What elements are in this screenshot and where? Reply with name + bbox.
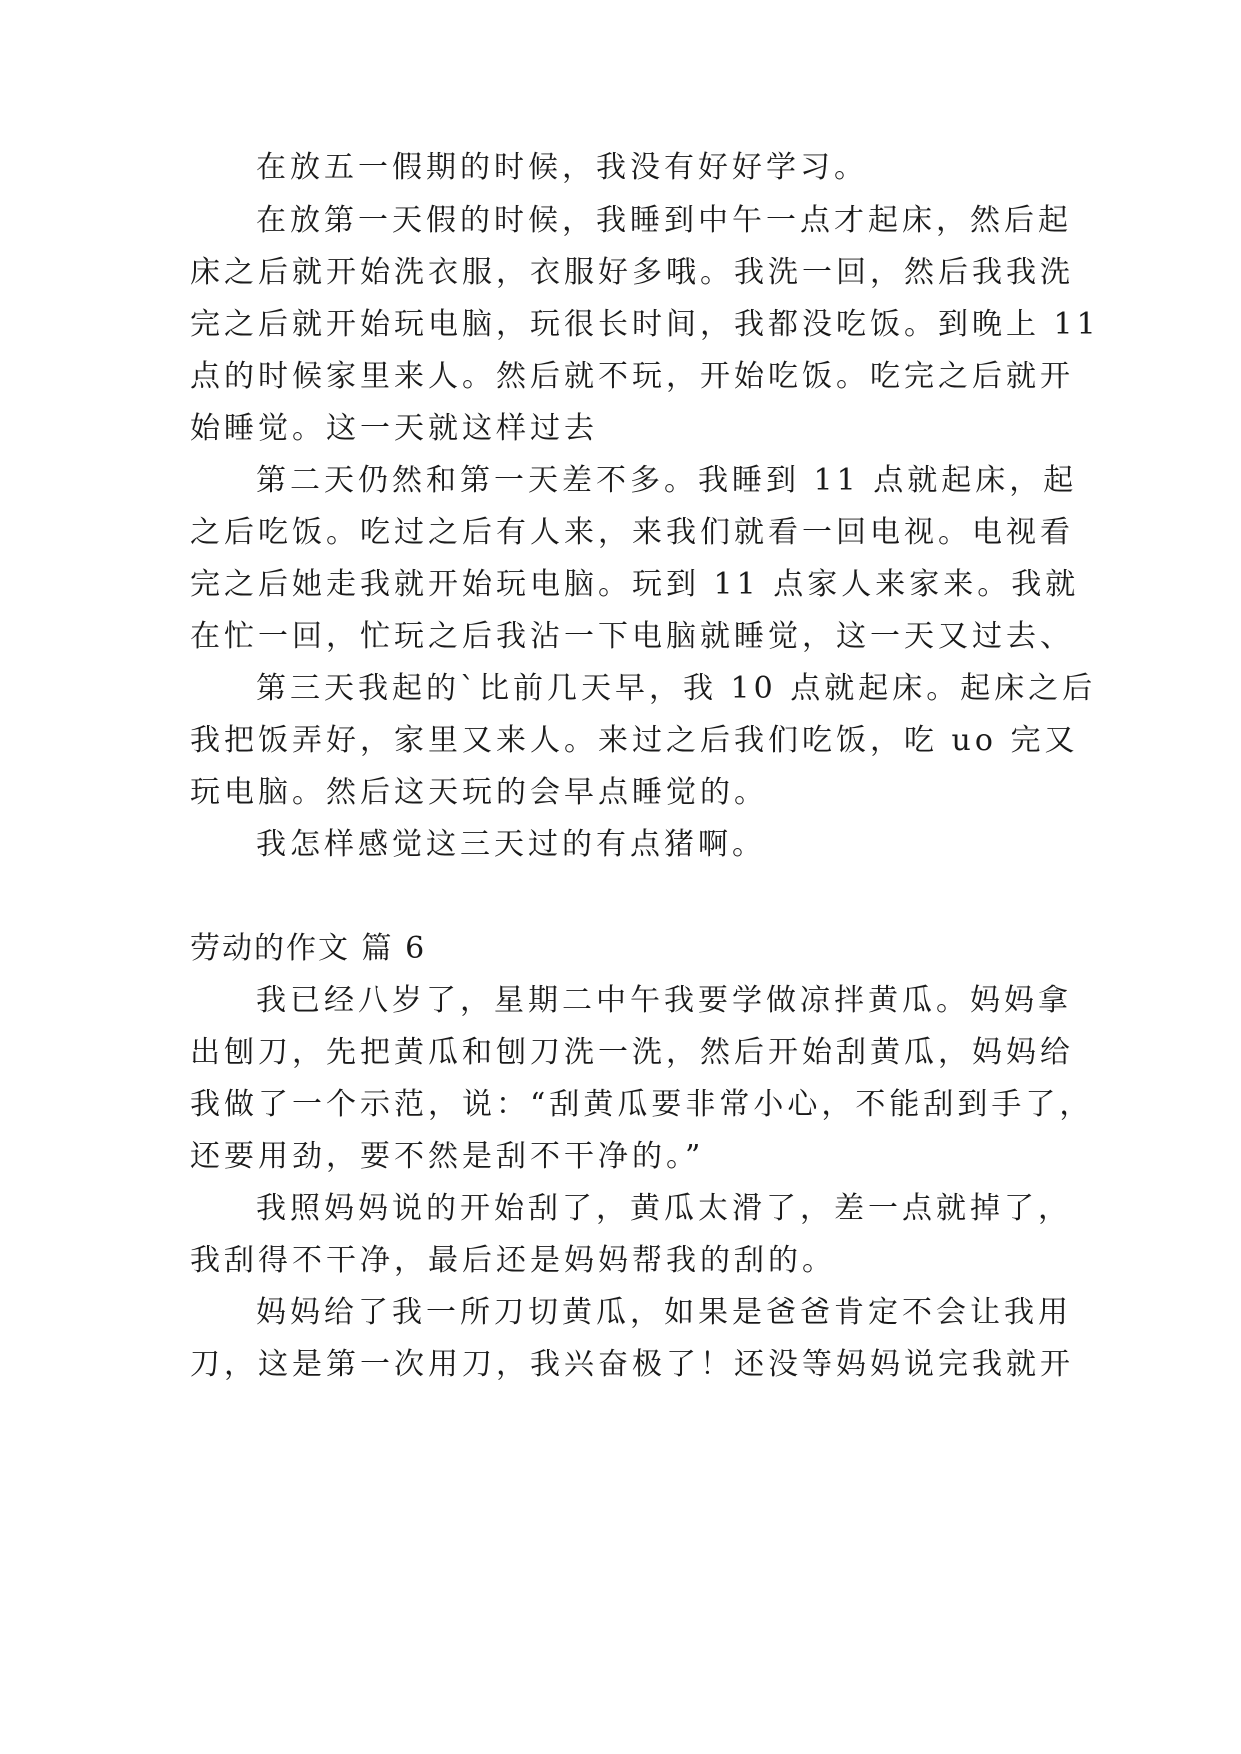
paragraph-line: 第二天仍然和第一天差不多。我睡到 11 点就起床，起 <box>256 463 1078 498</box>
paragraph-line: 完之后她走我就开始玩电脑。玩到 11 点家人来家来。我就 <box>190 567 1080 602</box>
paragraph-line: 我怎样感觉这三天过的有点猪啊。 <box>256 827 766 862</box>
paragraph-line: 我刮得不干净，最后还是妈妈帮我的刮的。 <box>190 1243 836 1278</box>
section-title: 劳动的作文 篇 6 <box>190 931 427 966</box>
paragraph-line: 在放第一天假的时候，我睡到中午一点才起床，然后起 <box>256 203 1072 238</box>
paragraph-line: 我照妈妈说的开始刮了，黄瓜太滑了，差一点就掉了， <box>256 1191 1072 1226</box>
paragraph-line: 点的时候家里来人。然后就不玩，开始吃饭。吃完之后就开 <box>190 359 1074 394</box>
paragraph-line: 床之后就开始洗衣服，衣服好多哦。我洗一回，然后我我洗 <box>190 255 1074 290</box>
paragraph-line: 第三天我起的`比前几天早，我 10 点就起床。起床之后 <box>256 671 1097 706</box>
paragraph-line: 始睡觉。这一天就这样过去 <box>190 411 598 446</box>
paragraph-line: 在忙一回，忙玩之后我沾一下电脑就睡觉，这一天又过去、 <box>190 619 1074 654</box>
paragraph-line: 出刨刀，先把黄瓜和刨刀洗一洗，然后开始刮黄瓜，妈妈给 <box>190 1035 1074 1070</box>
paragraph-line: 完之后就开始玩电脑，玩很长时间，我都没吃饭。到晚上 11 <box>190 307 1100 342</box>
paragraph-line: 之后吃饭。吃过之后有人来，来我们就看一回电视。电视看 <box>190 515 1074 550</box>
paragraph-line: 我已经八岁了，星期二中午我要学做凉拌黄瓜。妈妈拿 <box>256 983 1072 1018</box>
paragraph-line: 妈妈给了我一所刀切黄瓜，如果是爸爸肯定不会让我用 <box>256 1295 1072 1330</box>
paragraph-line: 玩电脑。然后这天玩的会早点睡觉的。 <box>190 775 768 810</box>
paragraph-line: 我把饭弄好，家里又来人。来过之后我们吃饭，吃 uo 完又 <box>190 723 1079 758</box>
paragraph-line: 我做了一个示范，说：“刮黄瓜要非常小心，不能刮到手了， <box>190 1087 1094 1122</box>
paragraph-line: 刀，这是第一次用刀，我兴奋极了！还没等妈妈说完我就开 <box>190 1347 1074 1382</box>
paragraph-line: 在放五一假期的时候，我没有好好学习。 <box>256 150 868 185</box>
paragraph-line: 还要用劲，要不然是刮不干净的。” <box>190 1139 705 1174</box>
